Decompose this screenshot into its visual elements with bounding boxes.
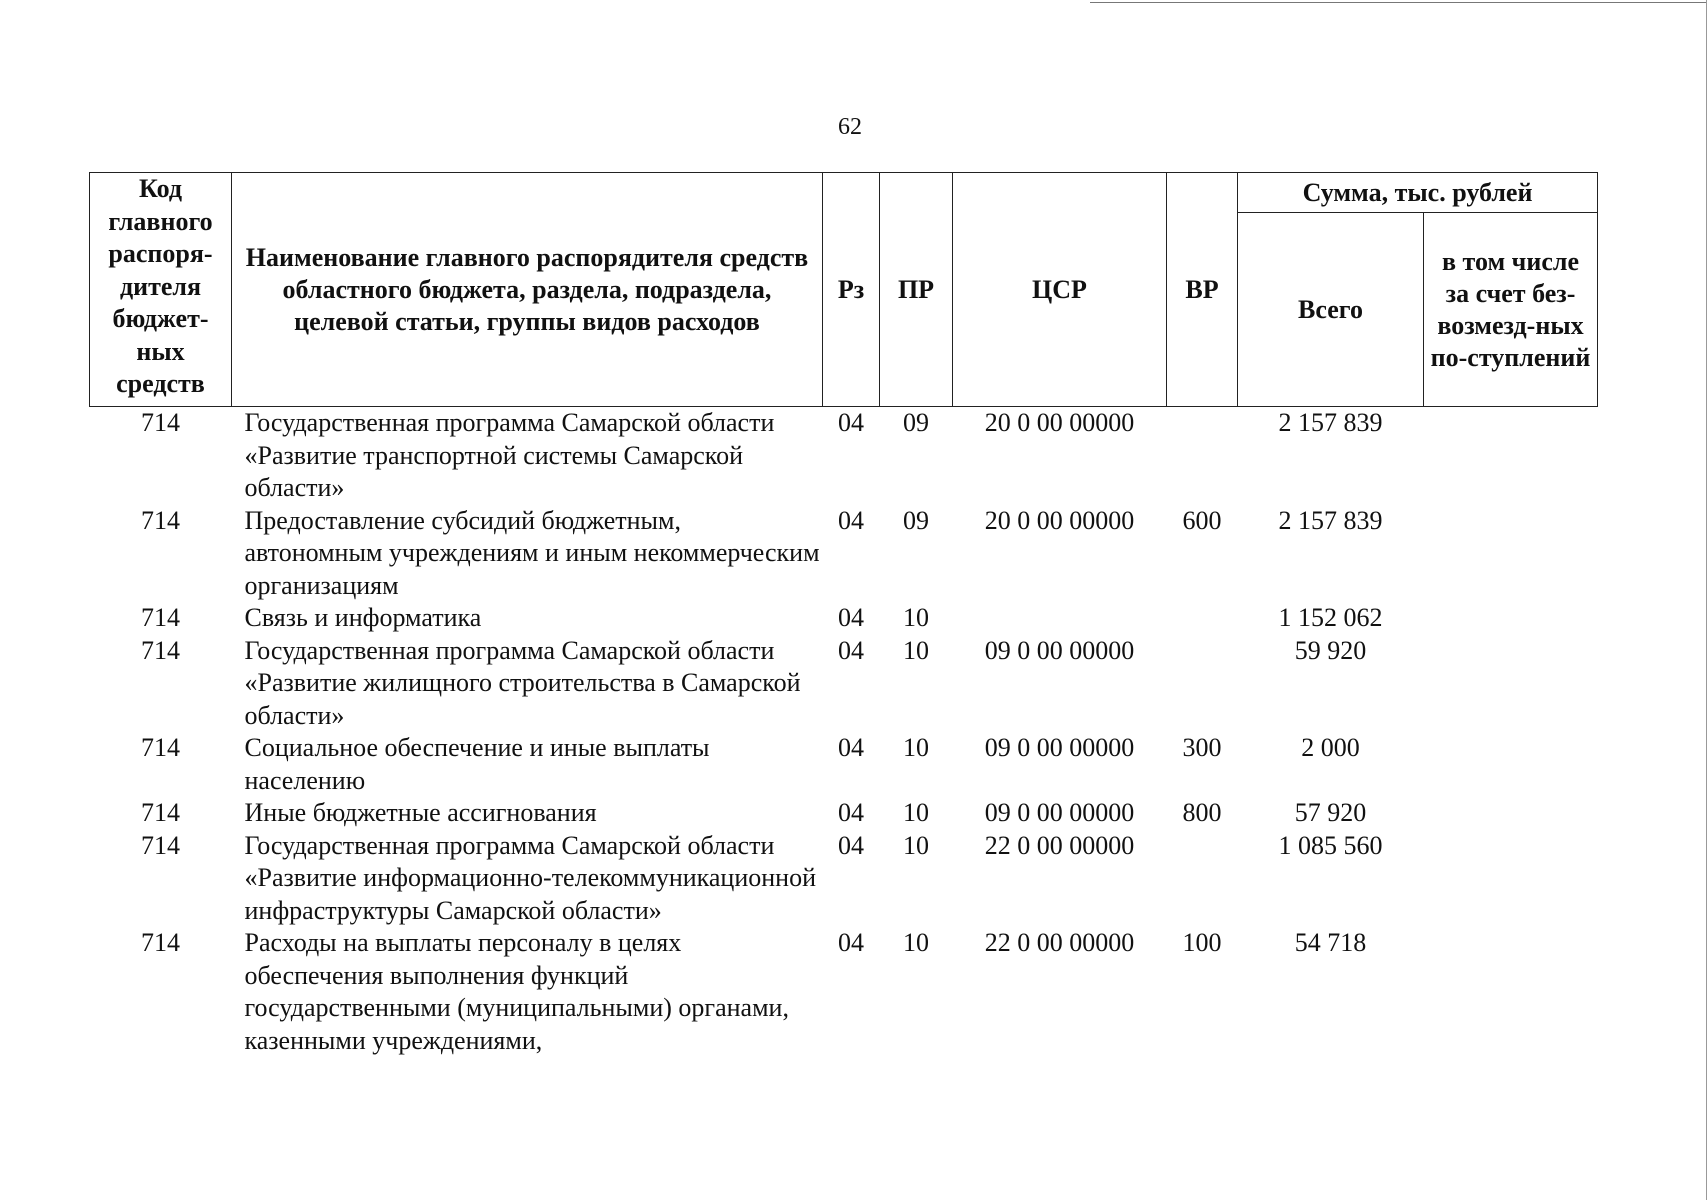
cell-code: 714 <box>141 733 180 762</box>
cell-rz: 04 <box>838 733 864 762</box>
cell-vr <box>1167 407 1238 505</box>
cell-code: 714 <box>141 505 180 535</box>
cell-vr: 300 <box>1182 733 1222 762</box>
cell-code: 714 <box>141 603 180 632</box>
header-rz: Рз <box>823 173 880 407</box>
header-pr: ПР <box>880 173 953 407</box>
cell-csr: 20 0 00 00000 <box>984 408 1135 437</box>
cell-total: 54 718 <box>1294 928 1367 957</box>
cell-vr: 800 <box>1182 798 1222 827</box>
cell-pr: 10 <box>903 733 929 762</box>
cell-name: Расходы на выплаты персоналу в целях обеспечения выполнения функций государственными (муниципальными) органами, казенными учреждениями, <box>244 928 789 1055</box>
cell-total: 1 152 062 <box>1278 603 1383 632</box>
cell-code: 714 <box>141 798 180 827</box>
table-row <box>90 732 1598 797</box>
cell-pr: 10 <box>903 603 929 632</box>
cell-code: 714 <box>141 635 180 665</box>
cell-vr <box>1167 830 1238 928</box>
cell-vr: 100 <box>1182 928 1222 957</box>
table-header <box>90 173 1598 407</box>
table-body <box>90 407 1598 1058</box>
cell-free-receipts <box>1424 797 1598 830</box>
cell-rz: 04 <box>838 798 864 827</box>
cell-vr <box>1167 602 1238 635</box>
scan-edge-line <box>1090 2 1707 3</box>
cell-pr: 10 <box>903 635 929 665</box>
cell-rz: 04 <box>838 830 864 860</box>
table-row <box>90 797 1598 830</box>
table-row <box>90 635 1598 733</box>
cell-name: Иные бюджетные ассигнования <box>244 798 597 827</box>
cell-name: Предоставление субсидий бюджетным, автономным учреждениям и иным некоммерческим организациям <box>244 505 820 600</box>
table-row <box>90 830 1598 928</box>
cell-csr <box>953 602 1167 635</box>
cell-pr: 09 <box>903 505 929 535</box>
budget-table <box>89 172 1598 1057</box>
cell-csr: 22 0 00 00000 <box>984 928 1135 957</box>
header-sum-group: Сумма, тыс. рублей <box>1238 173 1598 213</box>
cell-rz: 04 <box>838 928 864 957</box>
table-row <box>90 505 1598 603</box>
cell-rz: 04 <box>838 505 864 535</box>
cell-code: 714 <box>141 408 180 437</box>
cell-pr: 09 <box>903 408 929 437</box>
cell-vr: 600 <box>1182 505 1222 535</box>
cell-free-receipts <box>1424 602 1598 635</box>
cell-code: 714 <box>141 928 180 957</box>
cell-rz: 04 <box>838 635 864 665</box>
cell-free-receipts <box>1424 407 1598 505</box>
cell-pr: 10 <box>903 830 929 860</box>
cell-total: 59 920 <box>1294 635 1367 665</box>
cell-name: Связь и информатика <box>244 603 482 632</box>
cell-name: Государственная программа Самарской области «Развитие информационно-телекоммуникационной инфраструктуры Самарской области» <box>244 830 817 925</box>
cell-free-receipts <box>1424 635 1598 733</box>
cell-total: 2 000 <box>1301 733 1360 762</box>
cell-free-receipts <box>1424 732 1598 797</box>
header-total: Всего <box>1238 213 1424 407</box>
header-code: Код главного распоря-дителя бюджет-ных средств <box>90 173 232 407</box>
cell-csr: 09 0 00 00000 <box>984 798 1135 827</box>
cell-pr: 10 <box>903 928 929 957</box>
table-row <box>90 407 1598 505</box>
cell-rz: 04 <box>838 408 864 437</box>
cell-free-receipts <box>1424 505 1598 603</box>
table-row <box>90 927 1598 1057</box>
cell-name: Государственная программа Самарской области «Развитие жилищного строительства в Самарской области» <box>244 635 801 730</box>
cell-total: 57 920 <box>1294 798 1367 827</box>
cell-total: 1 085 560 <box>1278 830 1383 860</box>
cell-csr: 20 0 00 00000 <box>984 505 1135 535</box>
header-free-receipts: в том числе за счет без-возмезд-ных по-ступлений <box>1424 213 1598 407</box>
cell-free-receipts <box>1424 830 1598 928</box>
cell-code: 714 <box>141 830 180 860</box>
cell-name: Государственная программа Самарской области «Развитие транспортной системы Самарской области» <box>244 408 775 502</box>
cell-csr: 09 0 00 00000 <box>984 635 1135 665</box>
cell-vr <box>1167 635 1238 733</box>
page-number: 62 <box>838 114 862 140</box>
cell-pr: 10 <box>903 798 929 827</box>
header-csr: ЦСР <box>953 173 1167 407</box>
cell-name: Социальное обеспечение и иные выплаты населению <box>244 733 710 795</box>
cell-free-receipts <box>1424 927 1598 1057</box>
cell-total: 2 157 839 <box>1278 505 1383 535</box>
header-name: Наименование главного распорядителя средств областного бюджета, раздела, подраздела, целевой статьи, группы видов расходов <box>232 173 823 407</box>
header-vr: ВР <box>1167 173 1238 407</box>
table-row <box>90 602 1598 635</box>
cell-total: 2 157 839 <box>1278 408 1383 437</box>
cell-csr: 22 0 00 00000 <box>984 830 1135 860</box>
cell-csr: 09 0 00 00000 <box>984 733 1135 762</box>
cell-rz: 04 <box>838 603 864 632</box>
